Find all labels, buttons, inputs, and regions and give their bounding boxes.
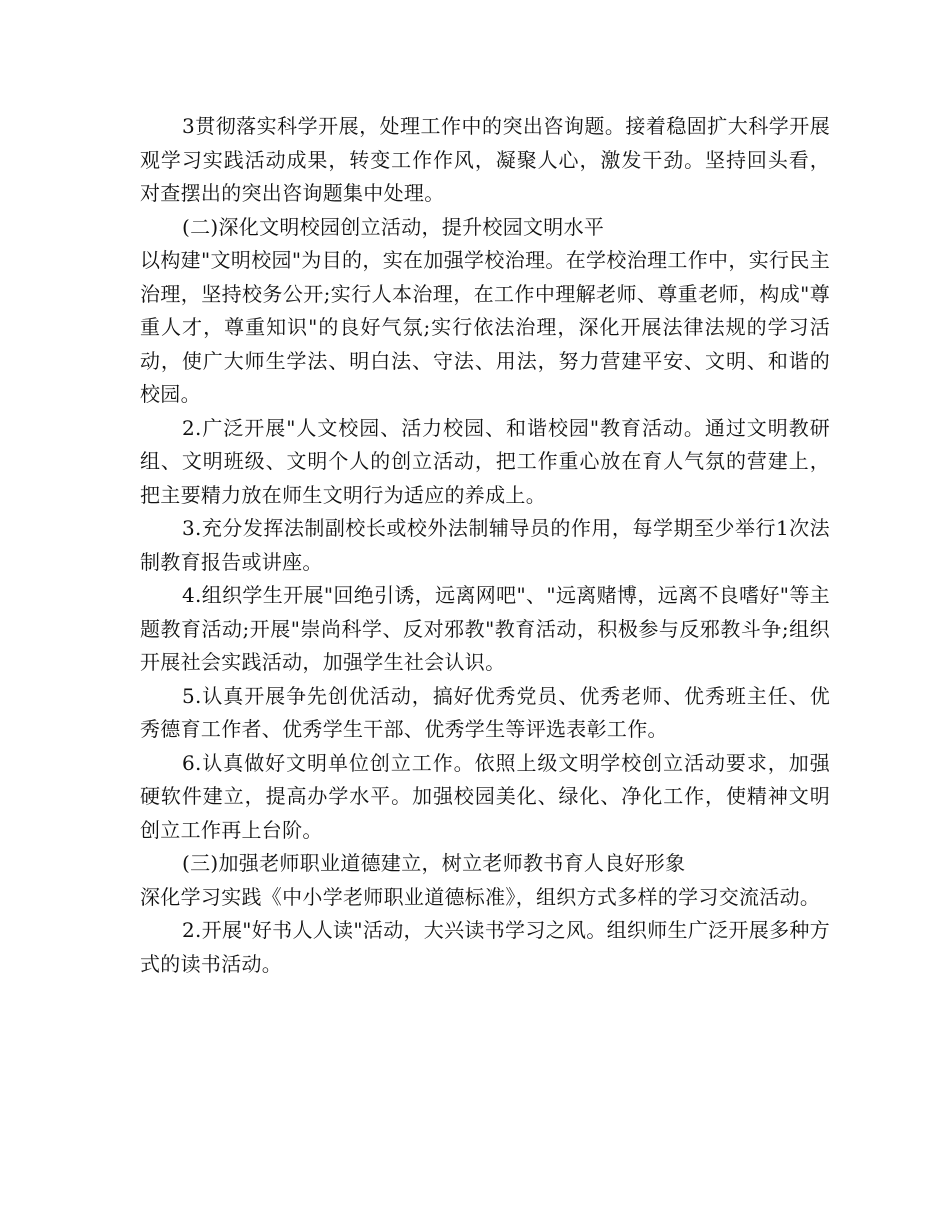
- paragraph-item-3: 3.充分发挥法制副校长或校外法制辅导员的作用，每学期至少举行1次法制教育报告或讲座。: [140, 516, 830, 574]
- section-heading-3: (三)加强老师职业道德建立，树立老师教书育人良好形象: [182, 851, 686, 875]
- paragraph-item-1: 3贯彻落实科学开展，处理工作中的突出咨询题。接着稳固扩大科学开展观学习实践活动成果，转变工作作风，凝聚人心，激发干劲。坚持回头看，对查摆出的突出咨询题集中处理。: [140, 114, 830, 205]
- paragraph-reading-activity: 2.开展"好书人人读"活动，大兴读书学习之风。组织师生广泛开展多种方式的读书活动。: [140, 918, 830, 976]
- paragraph-item-2: 2.广泛开展"人文校园、活力校园、和谐校园"教育活动。通过文明教研组、文明班级、文明个人的创立活动，把工作重心放在育人气氛的营建上，把主要精力放在师生文明行为适应的养成上。: [140, 415, 830, 507]
- document-body: [140, 110, 830, 981]
- paragraph-teacher-ethics: 深化学习实践《中小学老师职业道德标准》，组织方式多样的学习交流活动。: [140, 884, 821, 909]
- paragraph-item-5: 5.认真开展争先创优活动，搞好优秀党员、优秀老师、优秀班主任、优秀德育工作者、优秀学生干部、优秀学生等评选表彰工作。: [140, 683, 830, 741]
- section-heading-2: (二)深化文明校园创立活动，提升校园文明水平: [182, 214, 605, 239]
- paragraph-civilized-campus: 以构建"文明校园"为目的，实在加强学校治理。在学校治理工作中，实行民主治理，坚持校务公开;实行人本治理，在工作中理解老师、尊重老师，构成"尊重人才，尊重知识"的良好气氛;实行依法治理，深化开展法律法规的学习活动，使广大师生学法、明白法、守法、用法，努力营建平安、文明、和谐的校园。: [140, 248, 830, 406]
- paragraph-item-4: 4.组织学生开展"回绝引诱，远离网吧"、"远离赌博，远离不良嗜好"等主题教育活动;开展"崇尚科学、反对邪教"教育活动，积极参与反邪教斗争;组织开展社会实践活动，加强学生社会认识。: [140, 583, 830, 674]
- paragraph-item-6: 6.认真做好文明单位创立工作。依照上级文明学校创立活动要求，加强硬软件建立，提高办学水平。加强校园美化、绿化、净化工作，使精神文明创立工作再上台阶。: [140, 750, 830, 842]
